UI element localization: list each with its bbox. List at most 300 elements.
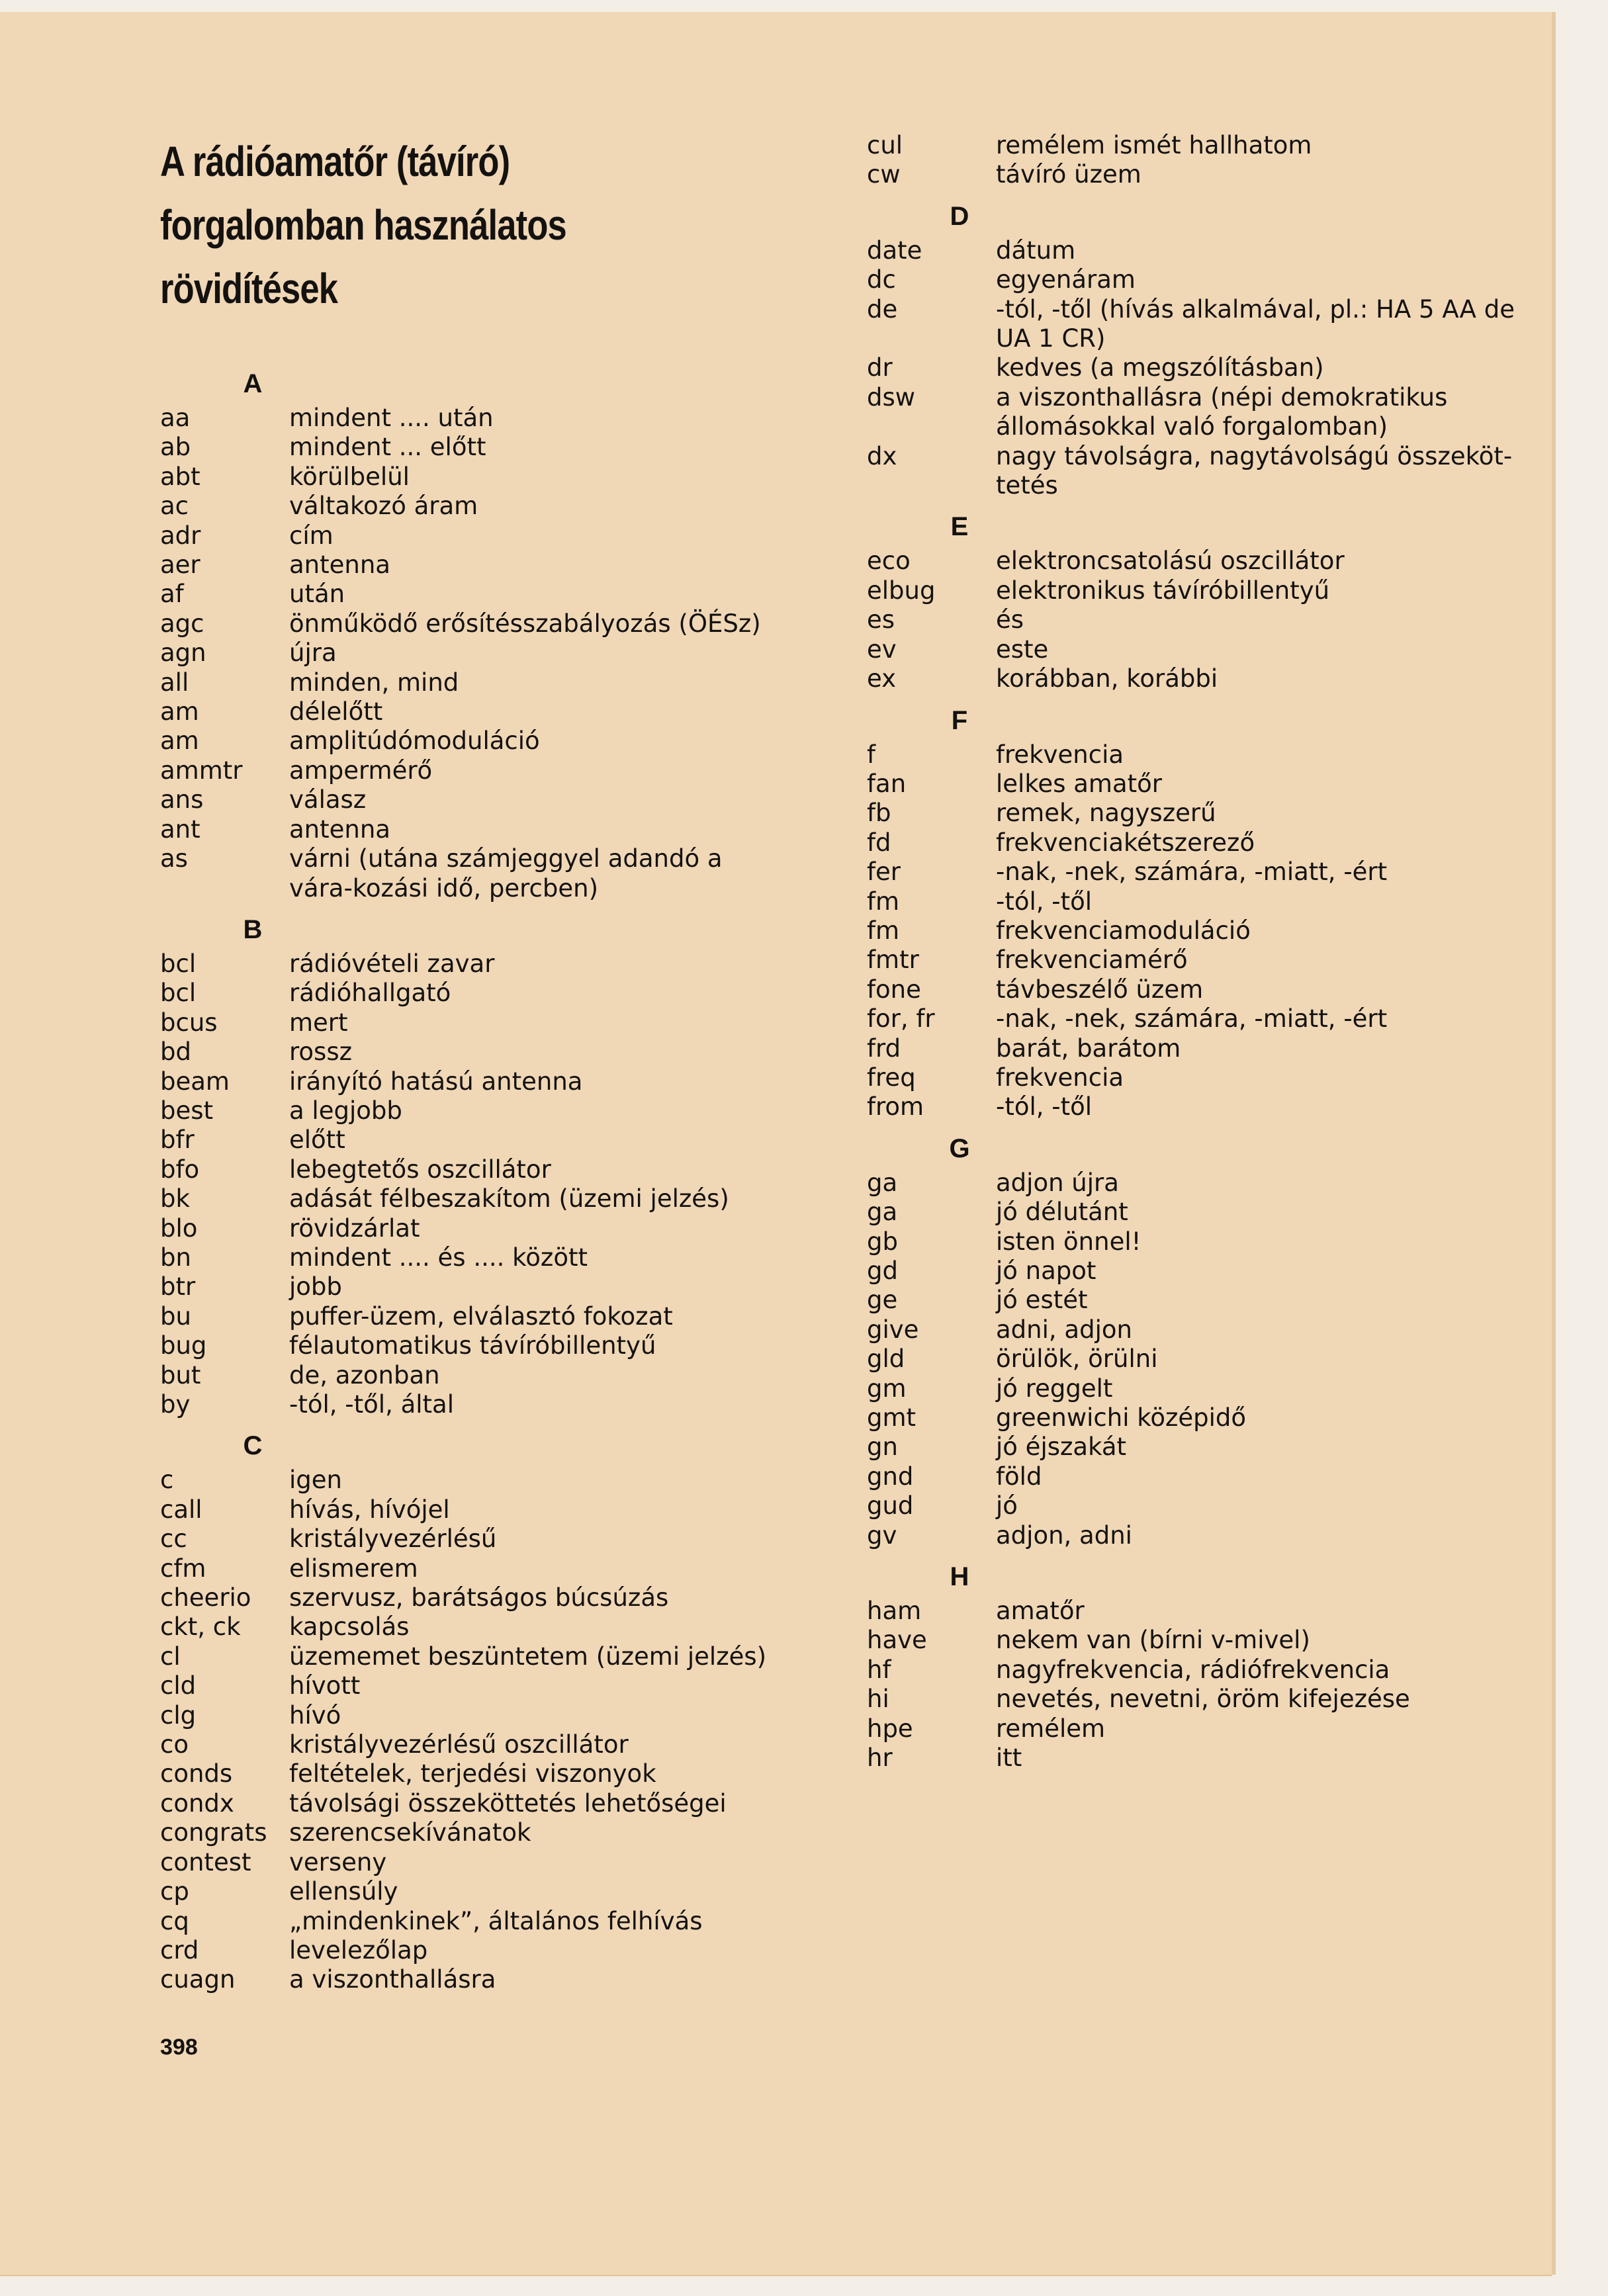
abbreviation-entry <box>160 639 776 668</box>
abbreviation-entry <box>867 1315 1515 1345</box>
abbreviation-entry <box>160 1155 776 1184</box>
abbreviation: cuagn <box>160 1965 236 1994</box>
abbreviation: ev <box>867 635 897 664</box>
meaning: szerencsekívánatok <box>289 1818 531 1847</box>
abbreviation-entry <box>867 1198 1515 1227</box>
abbreviation-entry <box>867 1744 1515 1773</box>
meaning: feltételek, terjedési viszonyok <box>289 1759 656 1788</box>
meaning: üzememet beszüntetem (üzemi jelzés) <box>289 1642 767 1671</box>
abbreviation-entry <box>160 551 776 580</box>
meaning: szervusz, barátságos búcsúzás <box>289 1583 669 1612</box>
title-line: rövidítések <box>160 265 338 312</box>
abbreviation: bcus <box>160 1008 218 1037</box>
abbreviation: beam <box>160 1067 230 1096</box>
meaning: frekvencia <box>996 1063 1124 1092</box>
abbreviation: dc <box>867 265 896 294</box>
abbreviation: blo <box>160 1214 198 1243</box>
abbreviation-entry <box>867 1374 1515 1403</box>
abbreviation: af <box>160 580 184 609</box>
abbreviation-entry <box>160 979 776 1008</box>
abbreviation-entry <box>160 404 776 433</box>
abbreviation: gn <box>867 1433 898 1462</box>
abbreviation-entry <box>160 1907 776 1936</box>
title-line: forgalomban használatos <box>160 201 566 249</box>
abbreviation: cl <box>160 1642 181 1671</box>
meaning: remélem ismét hallhatom <box>996 131 1312 159</box>
abbreviation: gud <box>867 1491 914 1521</box>
abbreviation-entry <box>867 1714 1515 1744</box>
meaning: rossz <box>289 1038 353 1067</box>
abbreviation-entry <box>867 160 1515 189</box>
abbreviation-entry <box>867 1257 1515 1286</box>
abbreviation-entry <box>160 1067 776 1096</box>
meaning: frekvenciamérő <box>996 946 1188 975</box>
abbreviation-entry <box>867 664 1515 693</box>
abbreviation: c <box>160 1466 174 1495</box>
abbreviation: fer <box>867 858 901 887</box>
abbreviation: gd <box>867 1257 898 1285</box>
abbreviation-entry <box>867 1286 1515 1315</box>
page-title <box>160 130 572 320</box>
meaning: nagy távolságra, nagytávolságú összeköt-tetés <box>996 441 1513 500</box>
meaning: -nak, -nek, számára, -miatt, -ért <box>996 1004 1388 1034</box>
abbreviation-entry <box>160 727 776 756</box>
meaning: igen <box>289 1466 342 1495</box>
meaning: félautomatikus távíróbillentyű <box>289 1331 656 1360</box>
meaning: föld <box>996 1462 1042 1491</box>
abbreviation-entry <box>867 295 1515 354</box>
abbreviation: congrats <box>160 1818 267 1847</box>
abbreviation: co <box>160 1730 189 1759</box>
meaning: nevetés, nevetni, öröm kifejezése <box>996 1685 1410 1714</box>
abbreviation-entry <box>867 576 1515 605</box>
letter-section <box>160 910 776 1420</box>
abbreviation: cfm <box>160 1554 206 1583</box>
meaning: adását félbeszakítom (üzemi jelzés) <box>289 1184 729 1214</box>
abbreviation: hf <box>867 1655 891 1684</box>
abbreviation-entry <box>867 946 1515 975</box>
abbreviation: cw <box>867 160 901 189</box>
abbreviation: cheerio <box>160 1583 251 1612</box>
abbreviation: bcl <box>160 979 197 1008</box>
abbreviation-entry <box>160 492 776 521</box>
meaning: válasz <box>289 785 367 815</box>
abbreviation-entry <box>867 1597 1515 1626</box>
abbreviation: ge <box>867 1286 898 1315</box>
abbreviation-entry <box>867 353 1515 382</box>
meaning: jobb <box>289 1272 342 1302</box>
abbreviation-entry <box>867 858 1515 887</box>
abbreviation: ab <box>160 433 191 462</box>
meaning: antenna <box>289 551 390 580</box>
abbreviation-entry <box>160 1701 776 1730</box>
abbreviation: abt <box>160 462 201 491</box>
section-letter: H <box>950 1562 969 1592</box>
abbreviation-entry <box>160 844 776 903</box>
abbreviation-entry <box>867 1462 1515 1491</box>
abbreviation: f <box>867 740 876 769</box>
abbreviation: ga <box>867 1168 898 1197</box>
section-letter: C <box>243 1431 263 1461</box>
meaning: irányító hatású antenna <box>289 1067 583 1096</box>
meaning: rövidzárlat <box>289 1214 420 1243</box>
abbreviation-entry <box>867 1063 1515 1092</box>
meaning: amatőr <box>996 1597 1085 1626</box>
abbreviation: gb <box>867 1227 898 1256</box>
section-letter: G <box>949 1133 970 1163</box>
abbreviation-entry <box>867 828 1515 858</box>
abbreviation-entry <box>160 609 776 639</box>
abbreviation-entry <box>867 547 1515 576</box>
meaning: este <box>996 635 1049 664</box>
abbreviation: bcl <box>160 949 197 978</box>
meaning: amplitúdómoduláció <box>289 727 540 756</box>
abbreviation: give <box>867 1315 919 1344</box>
abbreviation: best <box>160 1096 214 1125</box>
meaning: -tól, -től <box>996 1092 1093 1122</box>
title-line: A rádióamatőr (távíró) <box>160 138 510 185</box>
meaning: dátum <box>996 236 1076 265</box>
section-letter: E <box>950 512 969 542</box>
abbreviation-entry <box>160 1936 776 1965</box>
section-letter: F <box>951 705 968 735</box>
abbreviation-entry <box>160 1096 776 1126</box>
page-number: 398 <box>160 2035 198 2060</box>
abbreviation-entry <box>867 442 1515 501</box>
abbreviation: cul <box>867 131 903 159</box>
abbreviation-entry <box>867 131 1515 160</box>
letter-section <box>867 507 1515 693</box>
meaning: egyenáram <box>996 265 1136 294</box>
abbreviation-entry <box>867 635 1515 664</box>
abbreviation-entry <box>160 521 776 551</box>
abbreviation-entry <box>160 1466 776 1495</box>
abbreviation-entry <box>160 1759 776 1788</box>
meaning: a viszonthallásra (népi demokratikus állomásokkal való forgalomban) <box>996 382 1448 441</box>
meaning: minden, mind <box>289 668 459 697</box>
abbreviation: condx <box>160 1788 234 1818</box>
abbreviation-entry <box>160 1184 776 1214</box>
abbreviation-entry <box>160 1524 776 1554</box>
abbreviation: fone <box>867 975 921 1004</box>
abbreviation-entry <box>867 770 1515 799</box>
abbreviation-entry <box>160 1789 776 1818</box>
abbreviation: bu <box>160 1302 191 1331</box>
meaning: lelkes amatőr <box>996 769 1162 798</box>
meaning: ellensúly <box>289 1877 398 1906</box>
abbreviation: cp <box>160 1877 189 1906</box>
abbreviation: aa <box>160 404 191 432</box>
meaning: adni, adjon <box>996 1315 1132 1344</box>
abbreviation-entry <box>160 463 776 492</box>
abbreviation: ans <box>160 785 204 815</box>
abbreviation-entry <box>867 1491 1515 1521</box>
abbreviation-entry <box>160 668 776 697</box>
meaning: kapcsolás <box>289 1612 410 1642</box>
abbreviation: eco <box>867 547 911 576</box>
abbreviation-entry <box>867 1403 1515 1433</box>
abbreviation: bug <box>160 1331 207 1360</box>
meaning: itt <box>996 1744 1022 1773</box>
abbreviation-entry <box>160 1361 776 1390</box>
abbreviation: ckt, ck <box>160 1612 241 1642</box>
letter-section <box>160 1426 776 1994</box>
meaning: jó délutánt <box>996 1198 1128 1227</box>
abbreviation-entry <box>160 1848 776 1877</box>
abbreviation: as <box>160 844 188 873</box>
letter-section <box>867 1129 1515 1550</box>
abbreviation-entry <box>160 1126 776 1155</box>
abbreviation-entry <box>867 1626 1515 1655</box>
abbreviation-entry <box>867 1345 1515 1374</box>
meaning: a legjobb <box>289 1096 402 1125</box>
abbreviation-entry <box>867 383 1515 442</box>
abbreviation-entry <box>867 799 1515 828</box>
abbreviation-entry <box>160 1214 776 1243</box>
abbreviation: am <box>160 727 199 756</box>
abbreviation: bd <box>160 1038 191 1067</box>
meaning: adjon újra <box>996 1168 1119 1197</box>
abbreviation-entry <box>160 1390 776 1419</box>
abbreviation-entry <box>160 1554 776 1583</box>
meaning: remélem <box>996 1714 1106 1743</box>
abbreviation-entry <box>160 1008 776 1038</box>
abbreviation-entry <box>160 1818 776 1847</box>
meaning: -tól, -től <box>996 887 1093 916</box>
abbreviation-entry <box>160 1243 776 1272</box>
meaning: nekem van (bírni v-mivel) <box>996 1626 1310 1655</box>
section-letter: B <box>243 914 263 944</box>
abbreviation-entry <box>160 1272 776 1302</box>
abbreviation-entry <box>160 1331 776 1360</box>
letter-section <box>867 701 1515 1122</box>
abbreviation: contest <box>160 1847 251 1877</box>
abbreviation-entry <box>867 1227 1515 1257</box>
meaning: -tól, -től (hívás alkalmával, pl.: HA 5 AA de UA 1 CR) <box>996 294 1515 353</box>
meaning: távbeszélő üzem <box>996 975 1204 1004</box>
meaning: távolsági összeköttetés lehetőségei <box>289 1788 727 1818</box>
abbreviation: but <box>160 1360 201 1390</box>
abbreviation-entry <box>160 785 776 815</box>
abbreviation: hi <box>867 1685 889 1714</box>
abbreviation: dr <box>867 353 893 382</box>
meaning: és <box>996 605 1024 635</box>
meaning: jó napot <box>996 1257 1096 1285</box>
letter-section <box>867 1557 1515 1773</box>
abbreviation: hr <box>867 1744 893 1773</box>
abbreviation-entry <box>867 1521 1515 1550</box>
meaning: előtt <box>289 1126 345 1155</box>
abbreviation-entry <box>160 756 776 785</box>
abbreviation: date <box>867 236 922 265</box>
abbreviation: adr <box>160 521 201 550</box>
abbreviation-entry <box>867 1656 1515 1685</box>
meaning: önműködő erősítésszabályozás (ÖÉSz) <box>289 609 761 638</box>
meaning: kristályvezérlésű oszcillátor <box>289 1730 629 1759</box>
abbreviation: ac <box>160 492 189 521</box>
abbreviation: ex <box>867 664 897 693</box>
abbreviation-entry <box>160 433 776 462</box>
meaning: frekvenciamoduláció <box>996 916 1251 945</box>
abbreviation-entry <box>160 1495 776 1524</box>
meaning: korábban, korábbi <box>996 664 1218 693</box>
abbreviation-entry <box>160 1730 776 1759</box>
abbreviation: btr <box>160 1272 196 1302</box>
abbreviation: fmtr <box>867 946 919 975</box>
meaning: délelőtt <box>289 697 383 727</box>
abbreviation: fan <box>867 769 907 798</box>
abbreviation: ga <box>867 1198 898 1227</box>
meaning: „mindenkinek”, általános felhívás <box>289 1906 703 1935</box>
abbreviation-entry <box>867 265 1515 294</box>
abbreviation: all <box>160 668 189 697</box>
abbreviation: freq <box>867 1063 916 1092</box>
abbreviation: cq <box>160 1906 189 1935</box>
abbreviation: gv <box>867 1521 897 1550</box>
abbreviation: ham <box>867 1597 922 1626</box>
abbreviation: dsw <box>867 382 916 412</box>
abbreviation-entry <box>160 1583 776 1612</box>
meaning: hívás, hívójel <box>289 1495 450 1524</box>
abbreviation-entry <box>160 1612 776 1642</box>
meaning: elektroncsatolású oszcillátor <box>996 547 1345 576</box>
abbreviation: es <box>867 605 895 635</box>
meaning: jó estét <box>996 1286 1088 1315</box>
abbreviation-entry <box>867 1685 1515 1714</box>
abbreviation-entry <box>867 887 1515 916</box>
abbreviation-entry <box>160 1642 776 1671</box>
abbreviation: hpe <box>867 1714 913 1743</box>
abbreviation-entry <box>867 916 1515 946</box>
letter-section <box>867 197 1515 501</box>
meaning: után <box>289 580 345 609</box>
right-column <box>867 131 1515 1773</box>
section-letter: A <box>243 369 263 398</box>
abbreviation: gmt <box>867 1403 916 1433</box>
abbreviation: crd <box>160 1935 199 1965</box>
meaning: puffer-üzem, elválasztó fokozat <box>289 1302 673 1331</box>
meaning: jó reggelt <box>996 1374 1113 1403</box>
meaning: levelezőlap <box>289 1935 428 1965</box>
left-column <box>160 357 776 1995</box>
abbreviation-entry <box>867 1034 1515 1063</box>
abbreviation: de <box>867 294 898 324</box>
meaning: mindent .... után <box>289 404 494 432</box>
meaning: jó éjszakát <box>996 1433 1127 1462</box>
meaning: ampermérő <box>289 756 433 785</box>
abbreviation-entry <box>867 1004 1515 1034</box>
meaning: lebegtetős oszcillátor <box>289 1155 551 1184</box>
abbreviation: frd <box>867 1034 901 1063</box>
meaning: de, azonban <box>289 1360 440 1390</box>
abbreviation: elbug <box>867 576 936 605</box>
meaning: a viszonthallásra <box>289 1965 496 1994</box>
meaning: kedves (a megszólításban) <box>996 353 1324 382</box>
abbreviation: cld <box>160 1671 197 1700</box>
meaning: greenwichi középidő <box>996 1403 1247 1433</box>
abbreviation-entry <box>160 1877 776 1906</box>
abbreviation-entry <box>867 236 1515 265</box>
abbreviation-entry <box>867 1169 1515 1198</box>
abbreviation-entry <box>160 949 776 979</box>
meaning: frekvencia <box>996 740 1124 769</box>
meaning: elismerem <box>289 1554 418 1583</box>
abbreviation: gld <box>867 1345 905 1374</box>
abbreviation-entry <box>160 1671 776 1700</box>
abbreviation: bfo <box>160 1155 200 1184</box>
abbreviation: conds <box>160 1759 233 1788</box>
abbreviation: clg <box>160 1700 197 1730</box>
meaning: barát, barátom <box>996 1034 1181 1063</box>
meaning: váltakozó áram <box>289 492 478 521</box>
meaning: kristályvezérlésű <box>289 1524 497 1554</box>
abbreviation: fm <box>867 916 900 945</box>
meaning: jó <box>996 1491 1018 1521</box>
abbreviation-entry <box>160 1038 776 1067</box>
abbreviation: from <box>867 1092 924 1122</box>
meaning: várni (utána számjeggyel adandó a vára-kozási idő, percben) <box>289 844 723 903</box>
meaning: rádióvételi zavar <box>289 949 495 978</box>
meaning: újra <box>289 639 337 668</box>
abbreviation-entry <box>867 1092 1515 1122</box>
meaning: rádióhallgató <box>289 979 451 1008</box>
abbreviation-entry <box>160 1302 776 1331</box>
meaning: remek, nagyszerű <box>996 799 1216 828</box>
abbreviation-entry <box>867 605 1515 635</box>
abbreviation: bk <box>160 1184 190 1214</box>
meaning: nagyfrekvencia, rádiófrekvencia <box>996 1655 1390 1684</box>
abbreviation: bn <box>160 1243 191 1272</box>
meaning: mindent ... előtt <box>289 433 486 462</box>
abbreviation: dx <box>867 441 897 470</box>
meaning: mert <box>289 1008 348 1037</box>
abbreviation-entry <box>867 975 1515 1004</box>
section-letter: D <box>950 201 969 231</box>
meaning: hívott <box>289 1671 361 1700</box>
meaning: cím <box>289 521 334 550</box>
abbreviation-entry <box>160 815 776 844</box>
meaning: antenna <box>289 815 390 844</box>
abbreviation: bfr <box>160 1126 195 1155</box>
abbreviation: gnd <box>867 1462 914 1491</box>
abbreviation: gm <box>867 1374 907 1403</box>
abbreviation: ammtr <box>160 756 243 785</box>
abbreviation: for, fr <box>867 1004 935 1034</box>
meaning: hívó <box>289 1700 341 1730</box>
meaning: verseny <box>289 1847 387 1877</box>
meaning: -nak, -nek, számára, -miatt, -ért <box>996 858 1388 887</box>
meaning: örülök, örülni <box>996 1345 1158 1374</box>
abbreviation-entry <box>160 580 776 609</box>
meaning: mindent .... és .... között <box>289 1243 588 1272</box>
meaning: körülbelül <box>289 462 410 491</box>
abbreviation: have <box>867 1626 927 1655</box>
meaning: adjon, adni <box>996 1521 1132 1550</box>
letter-section <box>867 131 1515 190</box>
abbreviation-entry <box>867 1433 1515 1462</box>
abbreviation: by <box>160 1390 191 1419</box>
abbreviation: aer <box>160 551 201 580</box>
abbreviation: cc <box>160 1524 187 1554</box>
abbreviation: agc <box>160 609 204 638</box>
abbreviation-entry <box>867 740 1515 770</box>
meaning: távíró üzem <box>996 160 1141 189</box>
meaning: -tól, -től, által <box>289 1390 455 1419</box>
abbreviation: fd <box>867 828 891 857</box>
letter-section <box>160 364 776 903</box>
meaning: frekvenciakétszerező <box>996 828 1255 857</box>
abbreviation: am <box>160 697 199 727</box>
